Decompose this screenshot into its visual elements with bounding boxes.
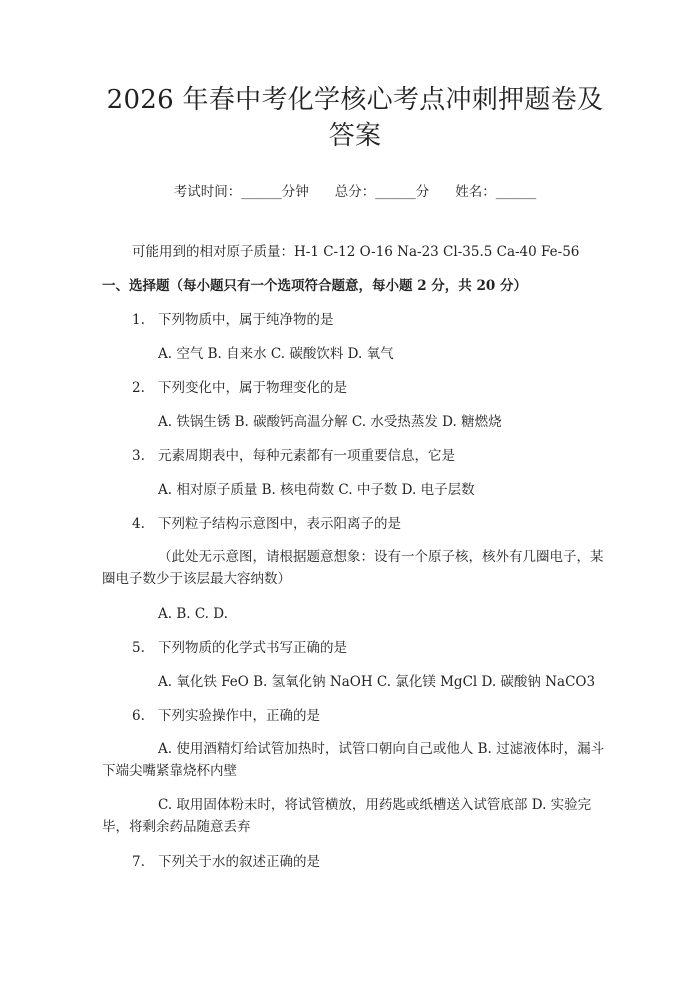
question-6 [102, 706, 608, 726]
question-stem: 下列关于水的叙述正确的是 [158, 854, 320, 870]
question-stem: 下列物质中，属于纯净物的是 [158, 312, 334, 328]
question-number: 3. [132, 448, 145, 464]
exam-title: 2026 年春中考化学核心考点冲刺押题卷及答案 [106, 85, 604, 151]
question-number: 1. [132, 312, 145, 328]
question-3-options: A. 相对原子质量 B. 核电荷数 C. 中子数 D. 电子层数 [158, 482, 475, 498]
question-2-options: A. 铁锅生锈 B. 碳酸钙高温分解 C. 水受热蒸发 D. 糖燃烧 [158, 414, 502, 430]
question-stem: 元素周期表中，每种元素都有一项重要信息，它是 [158, 448, 455, 464]
question-stem: 下列粒子结构示意图中，表示阳离子的是 [158, 516, 401, 532]
question-6-options-cd: C. 取用固体粉末时，将试管横放，用药匙或纸槽送入试管底部 D. 实验完毕，将剩余药品随意丢弃 [102, 797, 592, 835]
question-3 [102, 446, 608, 466]
question-7 [102, 852, 608, 872]
exam-page [0, 82, 700, 987]
question-4-options: A. B. C. D. [158, 606, 228, 622]
question-6-options-ab: A. 使用酒精灯给试管加热时，试管口朝向自己或他人 B. 过滤液体时，漏斗下端尖嘴紧靠烧杯内壁 [102, 741, 605, 779]
question-1-options: A. 空气 B. 自来水 C. 碳酸饮料 D. 氧气 [158, 346, 394, 362]
exam-info [102, 182, 608, 202]
name-field: 姓名：______ [455, 184, 537, 200]
question-number: 5. [132, 640, 145, 656]
question-4-note: （此处无示意图，请根据题意想象：设有一个原子核，核外有几圈电子，某圈电子数少于该层最大容纳数） [102, 549, 604, 587]
question-5 [102, 638, 608, 658]
question-1 [102, 310, 608, 330]
question-number: 7. [132, 854, 145, 870]
question-number: 4. [132, 516, 145, 532]
total-score-field: 总分：______分 [334, 184, 430, 200]
question-stem: 下列实验操作中，正确的是 [158, 708, 320, 724]
section-heading-choice: 一、选择题（每小题只有一个选项符合题意，每小题 2 分，共 20 分） [102, 278, 527, 294]
question-stem: 下列物质的化学式书写正确的是 [158, 640, 347, 656]
question-5-options: A. 氧化铁 FeO B. 氢氧化钠 NaOH C. 氯化镁 MgCl D. 碳酸钠 NaCO3 [158, 674, 596, 690]
question-4 [102, 514, 608, 534]
atomic-masses: 可能用到的相对原子质量：H-1 C-12 O-16 Na-23 Cl-35.5 Ca-40 Fe-56 [132, 244, 580, 260]
question-number: 2. [132, 380, 145, 396]
question-number: 6. [132, 708, 145, 724]
question-stem: 下列变化中，属于物理变化的是 [158, 380, 347, 396]
exam-time-field: 考试时间：______分钟 [173, 184, 309, 200]
question-2 [102, 378, 608, 398]
